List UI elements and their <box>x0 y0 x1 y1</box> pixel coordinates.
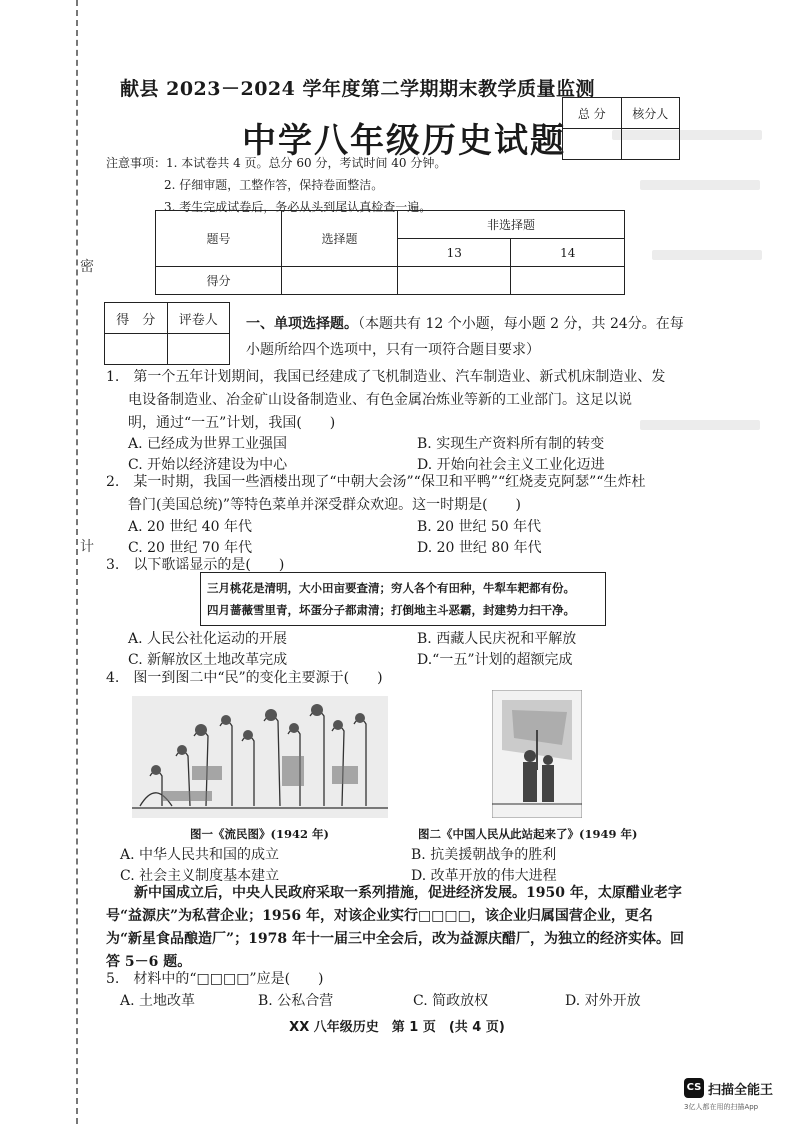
choice-score-cell[interactable] <box>282 267 398 295</box>
section-title: 一、单项选择题。 <box>246 316 358 332</box>
figure-1-refugee-painting <box>132 696 388 818</box>
scanner-logo-icon: CS <box>684 1078 704 1098</box>
q13-score-cell[interactable] <box>398 267 511 295</box>
side-mark-mi: 密 <box>80 259 94 275</box>
figure-1-caption: 图一《流民图》(1942 年) <box>190 827 329 841</box>
non-choice-label: 非选择题 <box>398 211 625 239</box>
figure-2-people-stood-up-painting <box>492 690 582 818</box>
bleed-through-mark <box>640 180 760 190</box>
q3-stem-line: 3. 以下歌谣显示的是( ) <box>106 557 285 573</box>
grader-box <box>104 302 230 365</box>
exam-notes <box>106 152 446 218</box>
q2-stem-line: 2. 某一时期，我国一些酒楼出现了“中朝大会汤”“保卫和平鸭”“红烧麦克阿瑟”“生炸杜 <box>106 474 646 490</box>
q1-stem-line: 1. 第一个五年计划期间，我国已经建成了飞机制造业、汽车制造业、新式机床制造业、发 <box>106 369 666 385</box>
q1-option-a[interactable]: A. 已经成为世界工业强国 <box>128 436 288 452</box>
question-13-label: 13 <box>398 239 511 267</box>
q3-option-a[interactable]: A. 人民公社化运动的开展 <box>128 631 288 647</box>
score-row-label: 得分 <box>156 267 282 295</box>
grader-score-cell[interactable] <box>105 334 168 365</box>
q1-stem-line: 电设备制造业、冶金矿山设备制造业、有色金属冶炼业等新的工业部门。这足以说 <box>128 392 632 408</box>
grader-score-label: 得 分 <box>105 303 168 334</box>
grader-name-cell[interactable] <box>167 334 229 365</box>
notes-label: 注意事项： <box>106 156 167 170</box>
q1-option-b[interactable]: B. 实现生产资料所有制的转变 <box>417 436 605 452</box>
total-score-label: 总 分 <box>563 98 622 129</box>
q4-option-c[interactable]: C. 社会主义制度基本建立 <box>120 868 280 884</box>
q3-option-c[interactable]: C. 新解放区土地改革完成 <box>128 652 288 668</box>
note-item: 3. 考生完成试卷后，务必从头到尾认真检查一遍。 <box>164 200 432 214</box>
note-item: 1. 本试卷共 4 页。总分 60 分，考试时间 40 分钟。 <box>166 156 447 170</box>
q5-option-b[interactable]: B. 公私合营 <box>258 993 334 1009</box>
page-footer: XX 八年级历史 第 1 页 (共 4 页) <box>289 1020 505 1035</box>
q2-stem-line: 鲁门(美国总统)”等特色菜单并深受群众欢迎。这一时期是( ) <box>128 497 522 513</box>
q3-option-d[interactable]: D.“一五”计划的超额完成 <box>417 652 573 668</box>
ballad-verse: 四月蔷薇雪里青，坏蛋分子都肃清；打倒地主斗恶霸，封建势力扫干净。 <box>207 603 575 617</box>
side-mark-ji: 计 <box>80 539 94 555</box>
q4-option-b[interactable]: B. 抗美援朝战争的胜利 <box>411 847 557 863</box>
q2-option-a[interactable]: A. 20 世纪 40 年代 <box>128 519 252 535</box>
q2-option-b[interactable]: B. 20 世纪 50 年代 <box>417 519 542 535</box>
q5-option-a[interactable]: A. 土地改革 <box>120 993 196 1009</box>
q1-option-d[interactable]: D. 开始向社会主义工业化迈进 <box>417 457 605 473</box>
q1-option-c[interactable]: C. 开始以经济建设为中心 <box>128 457 288 473</box>
bleed-through-mark <box>652 250 762 260</box>
q5-stem-line: 5. 材料中的“□□□□”应是( ) <box>106 971 324 987</box>
question-number-label: 题号 <box>156 211 282 267</box>
ballad-verse: 三月桃花是清明，大小田亩要查清；穷人各个有田种，牛犁车耙都有份。 <box>207 581 575 595</box>
grader-name-label: 评卷人 <box>167 303 229 334</box>
q14-score-cell[interactable] <box>511 267 625 295</box>
score-checker-label: 核分人 <box>621 98 680 129</box>
question-14-label: 14 <box>511 239 625 267</box>
binding-dashed-line <box>76 0 78 1124</box>
note-item: 2. 仔细审题，工整作答，保持卷面整洁。 <box>164 178 384 192</box>
scanner-app-tagline: 3亿人都在用的扫描App <box>684 1103 759 1111</box>
score-checker-cell[interactable] <box>621 129 680 160</box>
q1-stem-line: 明，通过“一五”计划，我国( ) <box>128 415 336 431</box>
q2-option-c[interactable]: C. 20 世纪 70 年代 <box>128 540 253 556</box>
paper-title: 中学八年级历史试题 <box>242 121 566 161</box>
q4-option-a[interactable]: A. 中华人民共和国的成立 <box>120 847 280 863</box>
scanner-app-name: 扫描全能王 <box>708 1083 774 1098</box>
q5-option-c[interactable]: C. 简政放权 <box>413 993 489 1009</box>
q2-option-d[interactable]: D. 20 世纪 80 年代 <box>417 540 542 556</box>
q5-option-d[interactable]: D. 对外开放 <box>565 993 641 1009</box>
total-score-box <box>562 97 680 160</box>
choice-label: 选择题 <box>282 211 398 267</box>
score-table <box>155 210 625 295</box>
material-passage: 新中国成立后，中央人民政府采取一系列措施，促进经济发展。1950 年，太原醋业老字号“益源庆”为私营企业；1956 年，对该企业实行□□□□，该企业归属国营企业，更名为“新星食品酿造厂”；1978 年十一届三中全会后，改为益源庆醋厂，为独立的经济实体。回答 5－6 题。 <box>106 885 684 970</box>
figure-2-caption: 图二《中国人民从此站起来了》(1949 年) <box>418 827 638 841</box>
q3-ballad-box <box>200 572 606 626</box>
q3-option-b[interactable]: B. 西藏人民庆祝和平解放 <box>417 631 577 647</box>
school-exam-line: 献县 2023－2024 学年度第二学期期末教学质量监测 <box>120 78 595 100</box>
total-score-cell[interactable] <box>563 129 622 160</box>
section-heading <box>246 311 686 363</box>
q4-option-d[interactable]: D. 改革开放的伟大进程 <box>411 868 557 884</box>
q4-stem-line: 4. 图一到图二中“民”的变化主要源于( ) <box>106 670 383 686</box>
bleed-through-mark <box>640 420 760 430</box>
section-description: （本题共有 12 个小题，每小题 2 分，共 24分。在每小题所给四个选项中，只有一项符合题目要求） <box>246 316 684 358</box>
